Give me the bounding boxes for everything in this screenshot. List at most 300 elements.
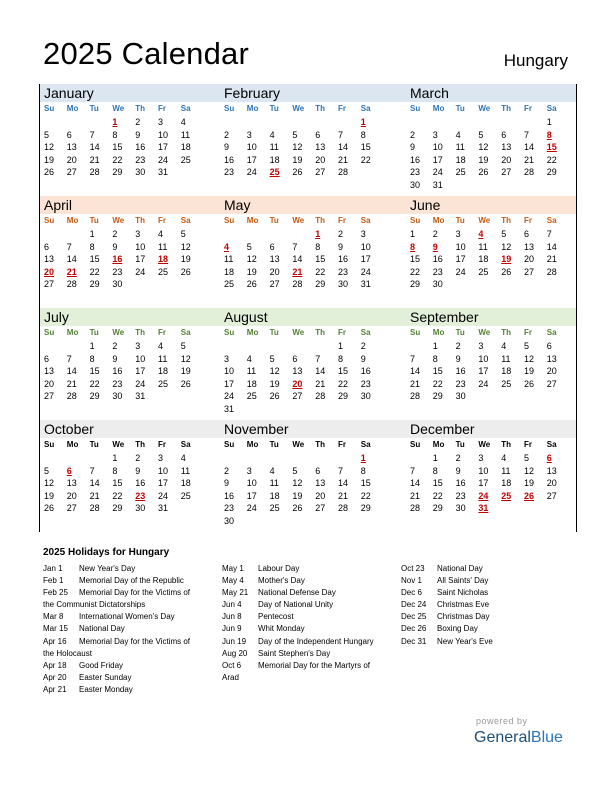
- weekday-label: Mo: [432, 216, 445, 225]
- day: 1: [432, 341, 438, 351]
- day: 19: [180, 366, 191, 377]
- weekday-label: Sa: [360, 328, 371, 337]
- weekday-header: [406, 102, 576, 116]
- weekday-label: We: [292, 104, 305, 113]
- day: 28: [410, 503, 421, 514]
- day: 21: [337, 490, 348, 501]
- weekday-label: Tu: [269, 104, 279, 113]
- weekday-label: Mo: [246, 328, 259, 337]
- day: 28: [337, 167, 348, 178]
- day: 15: [89, 254, 100, 265]
- day-grid: [406, 116, 576, 192]
- empty-day: [266, 452, 289, 465]
- weekday-label: Sa: [546, 104, 557, 113]
- holiday-entry: [222, 563, 374, 575]
- weekday-label: Su: [44, 216, 55, 225]
- day: 7: [546, 229, 552, 239]
- holiday-entry: [43, 672, 190, 684]
- day-grid: [40, 340, 220, 403]
- day: 20: [501, 154, 512, 165]
- day: 9: [455, 465, 461, 476]
- holiday-entry: [222, 648, 374, 660]
- quarter-row: [40, 308, 576, 420]
- day: 23: [455, 378, 466, 389]
- day: 22: [546, 154, 557, 165]
- day: 26: [180, 378, 191, 389]
- calendar-grid: [39, 84, 577, 532]
- weekday-label: Tu: [455, 440, 465, 449]
- day: 13: [523, 241, 534, 252]
- empty-day: [63, 116, 86, 129]
- holiday-day: 24: [478, 490, 489, 501]
- weekday-label: Th: [135, 104, 145, 113]
- day: 16: [432, 254, 443, 265]
- day: 7: [315, 353, 321, 364]
- day: 21: [523, 154, 534, 165]
- day: 12: [44, 142, 55, 153]
- day: 20: [315, 490, 326, 501]
- empty-day: [86, 116, 109, 129]
- holiday-name: All Saints' Day: [437, 576, 489, 586]
- month-name: August: [220, 308, 406, 326]
- day: 13: [44, 254, 55, 265]
- weekday-label: Mo: [66, 216, 79, 225]
- weekday-label: Mo: [66, 104, 79, 113]
- day: 18: [455, 154, 466, 165]
- day: 24: [246, 167, 257, 178]
- day-grid: [406, 340, 576, 403]
- weekday-label: We: [478, 216, 491, 225]
- day: 29: [89, 391, 100, 402]
- day: 16: [360, 366, 371, 377]
- day: 21: [546, 254, 557, 265]
- holiday-name: National Day: [437, 564, 483, 573]
- weekday-label: Su: [224, 216, 235, 225]
- month-name: February: [220, 84, 406, 102]
- day: 22: [112, 154, 123, 165]
- day: 12: [180, 241, 191, 252]
- day: 12: [246, 254, 257, 265]
- day: 10: [246, 142, 257, 153]
- weekday-label: Mo: [246, 440, 259, 449]
- day: 16: [224, 490, 235, 501]
- holiday-date: Dec 25: [401, 612, 427, 622]
- day: 30: [360, 391, 371, 402]
- day: 17: [224, 378, 235, 389]
- day: 13: [315, 142, 326, 153]
- day: 25: [180, 154, 191, 165]
- weekday-label: Fr: [523, 216, 532, 225]
- day: 14: [523, 142, 534, 153]
- day: 27: [269, 279, 280, 290]
- empty-day: [311, 340, 334, 353]
- holiday-day: 15: [546, 142, 557, 153]
- weekday-label: Tu: [89, 216, 99, 225]
- holiday-day: 25: [501, 490, 512, 501]
- holiday-day: 31: [478, 503, 489, 514]
- day: 25: [157, 378, 168, 389]
- weekday-label: Th: [501, 216, 511, 225]
- day: 3: [135, 229, 141, 239]
- day: 26: [44, 167, 55, 178]
- day: 4: [180, 117, 186, 127]
- weekday-header: [406, 214, 576, 228]
- holiday-date: Mar 15: [43, 624, 68, 634]
- weekday-header: [406, 326, 576, 340]
- day: 22: [337, 378, 348, 389]
- holiday-name: Christmas Day: [437, 612, 490, 622]
- day: 12: [269, 366, 280, 377]
- weekday-label: Fr: [523, 440, 532, 449]
- day: 30: [135, 503, 146, 514]
- day: 13: [501, 142, 512, 153]
- empty-day: [474, 116, 497, 129]
- day: 22: [89, 266, 100, 277]
- holiday-name: Memorial Day of the Republic: [79, 576, 184, 586]
- holiday-date: Dec 6: [401, 588, 422, 598]
- day: 17: [246, 490, 257, 501]
- day: 12: [292, 142, 303, 153]
- day-grid: [220, 228, 406, 291]
- holiday-date: Jun 4: [222, 600, 242, 610]
- holiday-name: Memorial Day for the Victims of: [79, 636, 190, 646]
- month-name: April: [40, 196, 220, 214]
- day: 6: [523, 229, 529, 239]
- day: 9: [410, 142, 416, 153]
- day: 9: [112, 241, 118, 252]
- empty-day: [288, 116, 311, 129]
- day: 17: [157, 142, 168, 153]
- day: 6: [315, 465, 321, 476]
- holiday-day: 25: [269, 167, 280, 178]
- weekday-header: [220, 102, 406, 116]
- holiday-date: Jun 19: [222, 636, 247, 646]
- weekday-label: Th: [315, 104, 325, 113]
- holiday-entry: [401, 623, 493, 635]
- day: 11: [180, 465, 191, 476]
- empty-day: [63, 452, 86, 465]
- holiday-date: Jan 1: [43, 564, 63, 573]
- day: 4: [455, 129, 461, 140]
- day: 2: [135, 453, 141, 463]
- day: 7: [66, 353, 72, 364]
- weekday-label: Th: [135, 216, 145, 225]
- month-name: March: [406, 84, 576, 102]
- day: 16: [135, 142, 146, 153]
- day: 25: [269, 503, 280, 514]
- day: 20: [269, 266, 280, 277]
- day: 2: [455, 341, 461, 351]
- holiday-name: New Year's Day: [79, 564, 136, 573]
- day: 30: [135, 167, 146, 178]
- day: 27: [292, 391, 303, 402]
- month-name: September: [406, 308, 576, 326]
- holiday-name: Day of National Unity: [258, 600, 334, 610]
- day: 4: [269, 465, 275, 476]
- day: 26: [44, 503, 55, 514]
- weekday-label: Fr: [523, 104, 532, 113]
- empty-day: [311, 452, 334, 465]
- day: 9: [224, 142, 230, 153]
- empty-day: [243, 228, 266, 241]
- day: 5: [501, 229, 507, 239]
- day: 8: [432, 353, 438, 364]
- day: 18: [224, 266, 235, 277]
- day: 5: [269, 353, 275, 364]
- month-name: January: [40, 84, 220, 102]
- day: 17: [432, 154, 443, 165]
- day: 16: [410, 154, 421, 165]
- day: 28: [315, 391, 326, 402]
- day: 27: [44, 391, 55, 402]
- day: 15: [432, 478, 443, 489]
- day: 18: [180, 142, 191, 153]
- day: 25: [455, 167, 466, 178]
- day: 5: [44, 129, 50, 140]
- day: 11: [246, 366, 257, 377]
- day: 31: [135, 391, 146, 402]
- day: 7: [292, 241, 298, 252]
- day: 28: [66, 391, 77, 402]
- month-name: June: [406, 196, 576, 214]
- day: 18: [501, 366, 512, 377]
- day: 9: [337, 241, 343, 252]
- day: 16: [224, 154, 235, 165]
- day: 7: [66, 241, 72, 252]
- day: 28: [66, 279, 77, 290]
- day: 6: [269, 241, 275, 252]
- empty-day: [311, 116, 334, 129]
- weekday-label: Sa: [360, 440, 371, 449]
- month-august: [220, 308, 406, 420]
- day: 13: [269, 254, 280, 265]
- country-label: Hungary: [503, 51, 568, 70]
- brand-logo[interactable]: [474, 729, 563, 747]
- day: 8: [112, 129, 118, 140]
- day: 5: [246, 241, 252, 252]
- day: 31: [157, 167, 168, 178]
- day: 5: [478, 129, 484, 140]
- holiday-name: Labour Day: [258, 564, 300, 573]
- day: 8: [360, 129, 366, 140]
- day: 14: [337, 142, 348, 153]
- day: 10: [135, 353, 146, 364]
- day: 7: [410, 353, 416, 364]
- weekday-label: We: [292, 216, 305, 225]
- day-grid: [406, 452, 576, 515]
- day: 31: [432, 179, 443, 190]
- day-grid: [220, 340, 406, 416]
- day: 24: [246, 503, 257, 514]
- weekday-label: Mo: [432, 104, 445, 113]
- weekday-label: Sa: [360, 216, 371, 225]
- quarter-row: [40, 84, 576, 196]
- day: 27: [44, 279, 55, 290]
- day: 25: [478, 266, 489, 277]
- day: 8: [89, 353, 95, 364]
- day: 5: [292, 129, 298, 140]
- day: 10: [224, 366, 235, 377]
- empty-day: [288, 340, 311, 353]
- weekday-header: [40, 438, 220, 452]
- day: 24: [224, 391, 235, 402]
- day: 4: [180, 453, 186, 463]
- empty-day: [266, 116, 289, 129]
- day: 21: [337, 154, 348, 165]
- weekday-label: Tu: [269, 440, 279, 449]
- day: 23: [224, 167, 235, 178]
- day: 10: [360, 241, 371, 252]
- day: 17: [246, 154, 257, 165]
- day: 6: [315, 129, 321, 140]
- quarter-row: [40, 420, 576, 532]
- holiday-entry: [401, 587, 493, 599]
- weekday-label: Mo: [246, 104, 259, 113]
- month-november: [220, 420, 406, 532]
- month-september: [406, 308, 576, 420]
- day: 9: [135, 465, 141, 476]
- day: 14: [66, 254, 77, 265]
- day: 12: [44, 478, 55, 489]
- weekday-label: Tu: [89, 104, 99, 113]
- day: 11: [157, 353, 168, 364]
- holiday-entry: [43, 660, 190, 672]
- holiday-day: 19: [501, 254, 512, 265]
- holiday-entry: [401, 563, 493, 575]
- day: 19: [246, 266, 257, 277]
- weekday-label: Tu: [455, 328, 465, 337]
- day: 4: [269, 129, 275, 140]
- day: 2: [432, 229, 438, 239]
- day: 3: [135, 341, 141, 351]
- day: 4: [157, 229, 163, 239]
- day: 19: [478, 154, 489, 165]
- weekday-label: Tu: [455, 104, 465, 113]
- day: 2: [455, 453, 461, 463]
- day: 8: [89, 241, 95, 252]
- weekday-label: Sa: [180, 440, 191, 449]
- empty-day: [243, 452, 266, 465]
- day: 2: [360, 341, 366, 351]
- day: 22: [360, 154, 371, 165]
- weekday-label: Tu: [269, 328, 279, 337]
- day: 29: [546, 167, 557, 178]
- holidays-column-2: [222, 563, 374, 684]
- day: 21: [315, 378, 326, 389]
- holiday-day: 20: [292, 378, 303, 389]
- day: 5: [180, 229, 186, 239]
- day-grid: [40, 228, 220, 291]
- day-grid: [40, 116, 220, 179]
- holiday-day: 1: [360, 453, 366, 463]
- holiday-entry: [43, 563, 190, 575]
- empty-day: [266, 228, 289, 241]
- day: 16: [135, 478, 146, 489]
- month-june: [406, 196, 576, 308]
- holiday-name: the Communist Dictatorships: [43, 600, 146, 610]
- weekday-label: Tu: [89, 328, 99, 337]
- day: 3: [360, 229, 366, 239]
- day: 1: [112, 453, 118, 463]
- holidays-title: 2025 Holidays for Hungary: [43, 547, 170, 558]
- day: 14: [292, 254, 303, 265]
- day: 12: [292, 478, 303, 489]
- day: 17: [135, 254, 146, 265]
- day: 22: [89, 378, 100, 389]
- holiday-entry: [222, 599, 374, 611]
- day: 11: [269, 478, 279, 489]
- holiday-name: International Women's Day: [79, 612, 175, 622]
- holiday-date: Dec 26: [401, 624, 427, 634]
- holiday-date: Oct 6: [222, 660, 242, 670]
- holiday-day: 8: [410, 241, 416, 252]
- day: 6: [66, 129, 72, 140]
- day: 2: [224, 465, 230, 476]
- day: 8: [112, 465, 118, 476]
- holiday-date: Oct 23: [401, 564, 425, 573]
- day: 10: [478, 353, 489, 364]
- day: 3: [157, 117, 163, 127]
- day: 22: [360, 490, 371, 501]
- empty-day: [220, 340, 243, 353]
- day: 7: [89, 129, 95, 140]
- weekday-label: Fr: [337, 440, 346, 449]
- day: 12: [180, 353, 191, 364]
- day: 29: [432, 391, 443, 402]
- weekday-label: Mo: [432, 440, 445, 449]
- day: 19: [292, 490, 303, 501]
- day: 4: [501, 341, 507, 351]
- holiday-entry: [43, 575, 190, 587]
- month-name: December: [406, 420, 576, 438]
- day: 19: [180, 254, 191, 265]
- day: 1: [337, 341, 343, 351]
- day-grid: [406, 228, 576, 291]
- day: 20: [546, 478, 557, 489]
- weekday-label: Sa: [546, 440, 557, 449]
- holiday-entry: [222, 611, 374, 623]
- holiday-entry: [222, 575, 374, 587]
- weekday-label: Fr: [337, 216, 346, 225]
- weekday-label: Th: [501, 440, 511, 449]
- weekday-header: [40, 214, 220, 228]
- weekday-label: Sa: [360, 104, 371, 113]
- day: 14: [410, 478, 421, 489]
- day: 21: [66, 378, 77, 389]
- day: 2: [135, 117, 141, 127]
- weekday-label: We: [112, 216, 125, 225]
- day: 15: [337, 366, 348, 377]
- day: 22: [432, 378, 443, 389]
- weekday-label: Su: [410, 328, 421, 337]
- day: 11: [455, 142, 465, 153]
- day: 25: [157, 266, 168, 277]
- holiday-entry: [43, 636, 190, 648]
- day-grid: [40, 452, 220, 515]
- day: 22: [315, 266, 326, 277]
- day: 2: [410, 129, 416, 140]
- weekday-header: [40, 326, 220, 340]
- day: 29: [112, 503, 123, 514]
- holiday-name: Day of the Independent Hungary: [258, 636, 374, 646]
- weekday-label: Su: [410, 104, 421, 113]
- holiday-name: National Defense Day: [258, 588, 336, 598]
- day: 10: [432, 142, 443, 153]
- holiday-day: 1: [360, 117, 366, 127]
- holiday-day: 21: [66, 266, 77, 277]
- day: 3: [157, 453, 163, 463]
- day: 12: [523, 465, 534, 476]
